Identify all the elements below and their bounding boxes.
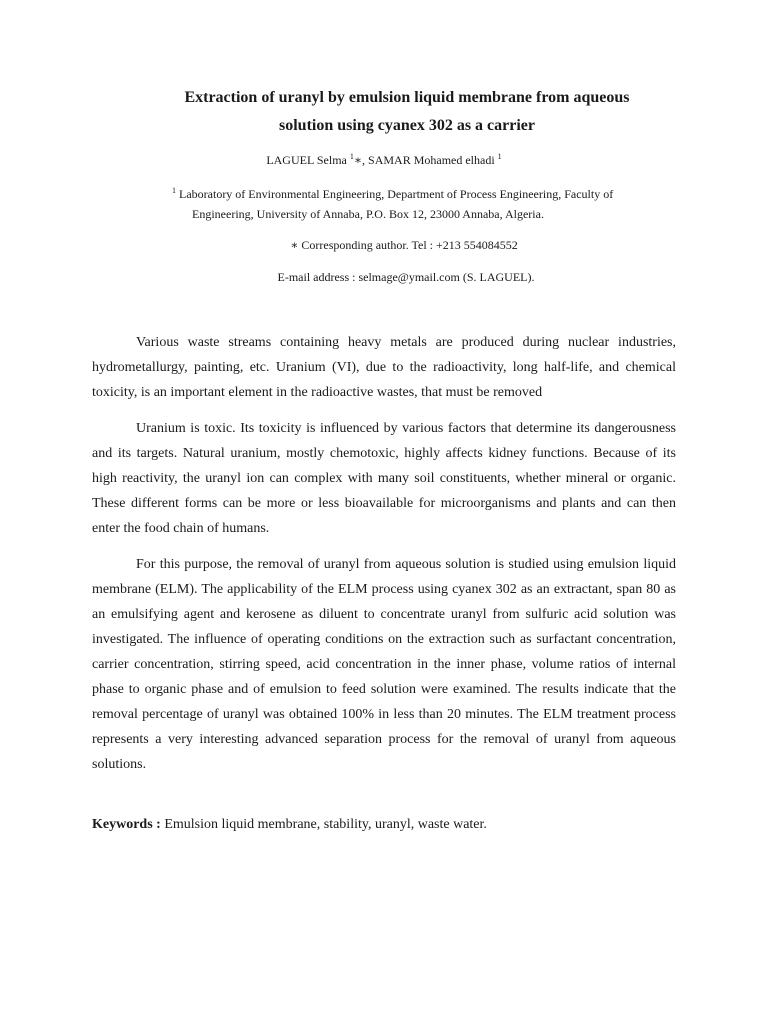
title-line-1: Extraction of uranyl by emulsion liquid membrane from aqueous: [184, 89, 630, 106]
title-line-2: solution using cyanex 302 as a carrier: [279, 117, 535, 134]
abstract-paragraph-1: Various waste streams containing heavy metals are produced during nuclear industries, hydrometallurgy, painting, etc. Uranium (VI), due to the radioactivity, long half-life, and chemical toxicity, is an important element in the radioactive wastes, that must be removed: [92, 335, 676, 400]
author-1: LAGUEL Selma: [266, 153, 350, 167]
author-list: [0, 152, 768, 168]
keywords-label: Keywords :: [92, 817, 161, 832]
paper-title: [92, 84, 722, 140]
affiliation-line-1: Laboratory of Environmental Engineering, Department of Process Engineering, Faculty of: [176, 187, 614, 201]
abstract-paragraph-3: For this purpose, the removal of uranyl from aqueous solution is studied using emulsion liquid membrane (ELM). The applicability of the ELM process using cyanex 302 as an extractant, span 80 as an emulsifying agent and kerosene as diluent to concentrate uranyl from sulfuric acid solution was investigated. The influence of operating conditions on the extraction such as surfactant concentration, carrier concentration, stirring speed, acid concentration in the inner phase, volume ratios of internal phase to organic phase and of emulsion to feed solution were examined. The results indicate that the removal percentage of uranyl was obtained 100% in less than 20 minutes. The ELM treatment process represents a very interesting advanced separation process for the removal of uranyl from aqueous solutions.: [92, 557, 676, 772]
affiliation-line-2: Engineering, University of Annaba, P.O. Box 12, 23000 Annaba, Algeria.: [192, 207, 544, 221]
corresponding-author: ∗ Corresponding author. Tel : +213 554084552: [290, 238, 518, 252]
email-address: E-mail address : selmage@ymail.com (S. LAGUEL).: [277, 270, 535, 284]
affiliation: [172, 184, 652, 224]
affiliation-mark: 1: [172, 186, 176, 195]
keywords-text: Emulsion liquid membrane, stability, uranyl, waste water.: [160, 817, 487, 832]
keywords: [92, 815, 692, 835]
author-2-affiliation-mark: 1: [497, 152, 502, 161]
author-2: , SAMAR Mohamed elhadi: [362, 153, 498, 167]
author-1-affiliation-mark: 1: [349, 152, 354, 161]
abstract-paragraph-2: Uranium is toxic. Its toxicity is influenced by various factors that determine its dangerousness and its targets. Natural uranium, mostly chemotoxic, highly affects kidney functions. Because of its high reactivity, the uranyl ion can complex with many soil constituents, whether mineral or organic. These different forms can be more or less bioavailable for microorganisms and plants and can then enter the food chain of humans.: [92, 421, 676, 536]
corresponding-mark: ∗: [353, 153, 363, 167]
